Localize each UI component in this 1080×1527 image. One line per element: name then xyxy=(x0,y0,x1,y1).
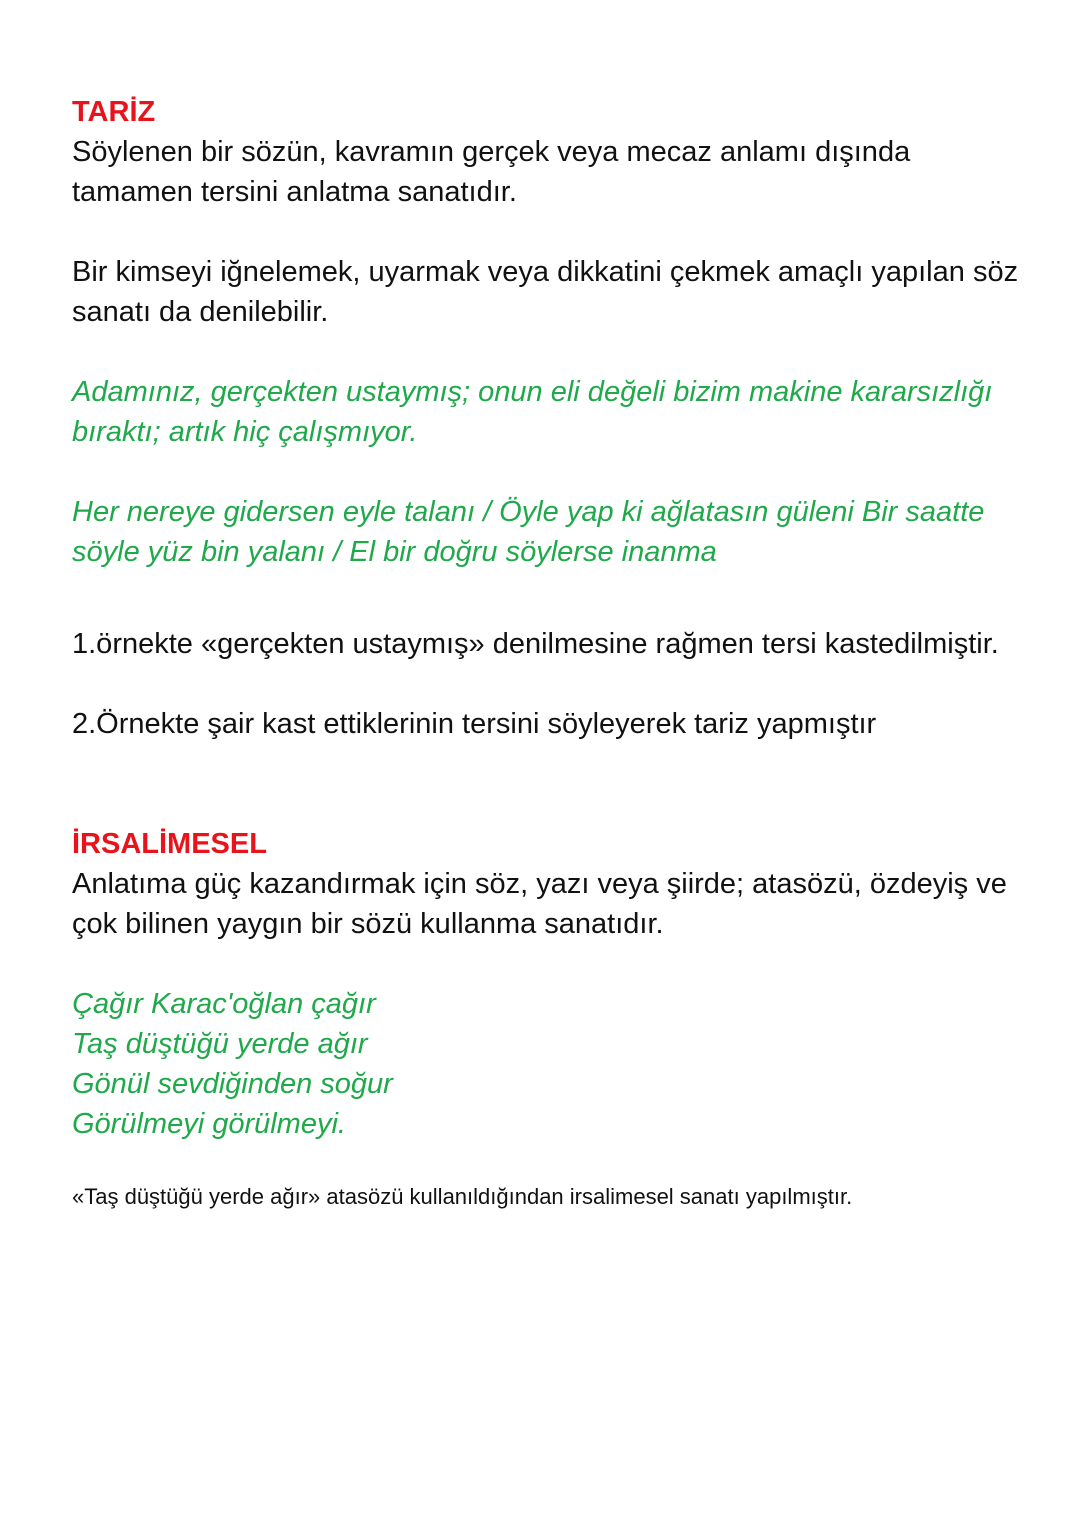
tariz-example-1: Adamınız, gerçekten ustaymış; onun eli değeli bizim makine kararsızlığı bıraktı; artık hiç çalışmıyor. xyxy=(72,376,993,448)
irsalimesel-definition: Anlatıma güç kazandırmak için söz, yazı veya şiirde; atasözü, özdeyiş ve çok bilinen yaygın bir sözü kullanma sanatıdır. xyxy=(72,868,1007,940)
tariz-definition: Söylenen bir sözün, kavramın gerçek veya mecaz anlamı dışında tamamen tersini anlatma sanatıdır. xyxy=(72,136,911,208)
irsalimesel-explanation: «Taş düştüğü yerde ağır» atasözü kullanıldığından irsalimesel sanatı yapılmıştır. xyxy=(72,1184,853,1209)
tariz-heading: TARİZ xyxy=(72,96,156,128)
poem-line: Taş düştüğü yerde ağır xyxy=(72,1028,368,1060)
irsalimesel-poem xyxy=(72,984,1032,1144)
poem-line: Gönül sevdiğinden soğur xyxy=(72,1068,393,1100)
poem-line: Çağır Karac'oğlan çağır xyxy=(72,988,376,1020)
document-page xyxy=(72,92,1032,1212)
irsalimesel-heading: İRSALİMESEL xyxy=(72,828,267,860)
poem-line: Görülmeyi görülmeyi. xyxy=(72,1108,346,1140)
tariz-explanation-2: 2.Örnekte şair kast ettiklerinin tersini söyleyerek tariz yapmıştır xyxy=(72,708,877,740)
tariz-description: Bir kimseyi iğnelemek, uyarmak veya dikkatini çekmek amaçlı yapılan söz sanatı da denilebilir. xyxy=(72,256,1019,328)
tariz-explanation-1: 1.örnekte «gerçekten ustaymış» denilmesine rağmen tersi kastedilmiştir. xyxy=(72,628,999,660)
tariz-example-2: Her nereye gidersen eyle talanı / Öyle yap ki ağlatasın güleni Bir saatte söyle yüz bin yalanı / El bir doğru söylerse inanma xyxy=(72,496,985,568)
